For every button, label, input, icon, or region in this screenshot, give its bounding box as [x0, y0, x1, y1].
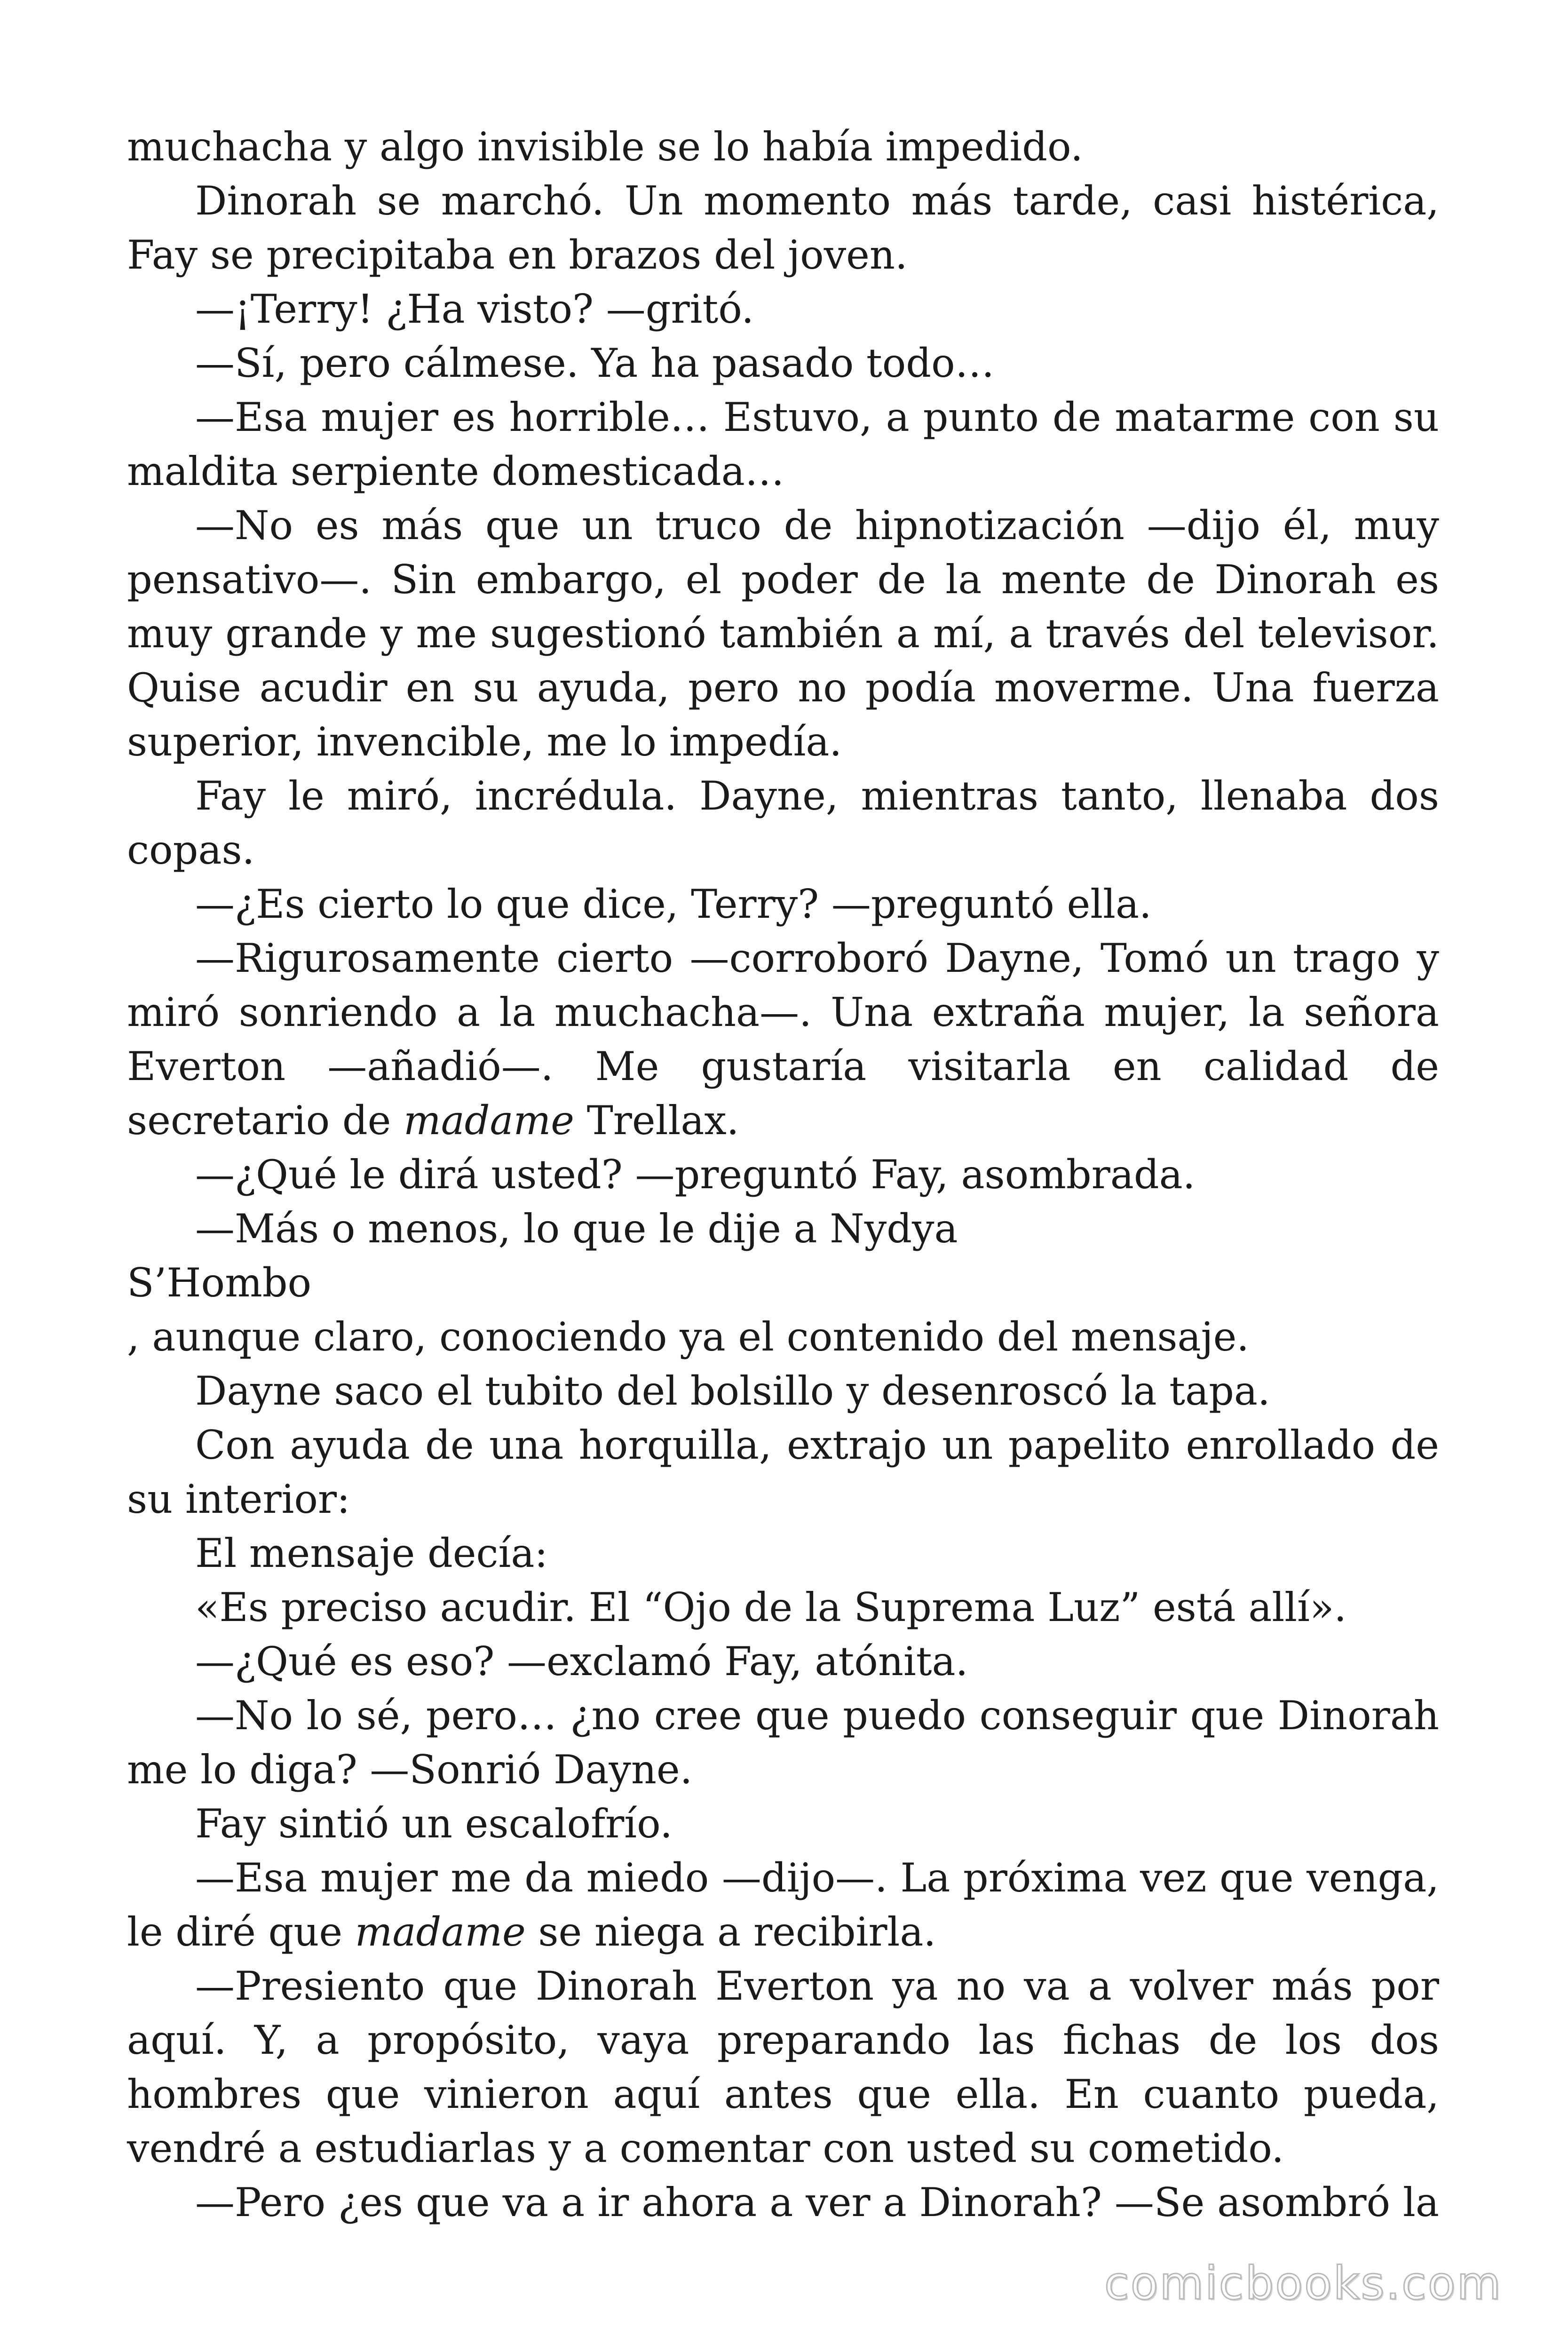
paragraph: —¿Es cierto lo que dice, Terry? —preguntó ella. [195, 881, 1152, 927]
paragraph: —¡Terry! ¿Ha visto? —gritó. [195, 286, 754, 332]
paragraph: S’Hombo [127, 1260, 312, 1306]
paragraph: —Pero ¿es que va a ir ahora a ver a Dinorah? —Se asombró la [195, 2179, 1439, 2225]
paragraph: Dayne saco el tubito del bolsillo y desenroscó la tapa. [195, 1368, 1270, 1414]
paragraph: —Esa mujer me da miedo —dijo—. La próxima vez que venga, le diré que madame se niega a recibirla. [127, 1855, 1439, 1955]
paragraph: muchacha y algo invisible se lo había impedido. [127, 124, 1083, 170]
body-text [127, 120, 1439, 2230]
paragraph: —Sí, pero cálmese. Ya ha pasado todo… [195, 340, 995, 386]
paragraph: , aunque claro, conociendo ya el contenido del mensaje. [127, 1314, 1250, 1360]
paragraph: —¿Qué le dirá usted? —preguntó Fay, asombrada. [195, 1152, 1196, 1198]
paragraph: —Presiento que Dinorah Everton ya no va a volver más por aquí. Y, a propósito, vaya preparando las fichas de los dos hombres que vinieron aquí antes que ella. En cuanto pueda, vendré a estudiarlas y a comentar con usted su cometido. [127, 1963, 1439, 2171]
paragraph: «Es preciso acudir. El “Ojo de la Suprema Luz” está allí». [195, 1584, 1347, 1630]
italic-word: madame [355, 1909, 526, 1955]
paragraph: —No lo sé, pero… ¿no cree que puedo conseguir que Dinorah me lo diga? —Sonrió Dayne. [127, 1692, 1439, 1793]
paragraph: Fay le miró, incrédula. Dayne, mientras tanto, llenaba dos copas. [127, 773, 1439, 873]
watermark: comicbooks.com [1104, 2257, 1502, 2310]
paragraph: Fay sintió un escalofrío. [195, 1801, 673, 1847]
italic-word: madame [404, 1097, 574, 1144]
paragraph: —Esa mujer es horrible… Estuvo, a punto de matarme con su maldita serpiente domesticada… [127, 394, 1439, 494]
paragraph: Dinorah se marchó. Un momento más tarde, casi histérica, Fay se precipitaba en brazos del joven. [127, 178, 1439, 278]
paragraph: Con ayuda de una horquilla, extrajo un papelito enrollado de su interior: [127, 1422, 1439, 1522]
paragraph: —¿Qué es eso? —exclamó Fay, atónita. [195, 1638, 968, 1685]
paragraph: —Rigurosamente cierto —corroboró Dayne, Tomó un trago y miró sonriendo a la muchacha—. Una extraña mujer, la señora Everton —añadió—. Me gustaría visitarla en calidad de secretario de madame Trellax. [127, 935, 1439, 1144]
paragraph: El mensaje decía: [195, 1530, 548, 1576]
paragraph: —Más o menos, lo que le dije a Nydya [195, 1206, 958, 1252]
paragraph: —No es más que un truco de hipnotización —dijo él, muy pensativo—. Sin embargo, el poder de la mente de Dinorah es muy grande y me sugestionó también a mí, a través del televisor. Quise acudir en su ayuda, pero no podía moverme. Una fuerza superior, invencible, me lo impedía. [127, 502, 1439, 765]
